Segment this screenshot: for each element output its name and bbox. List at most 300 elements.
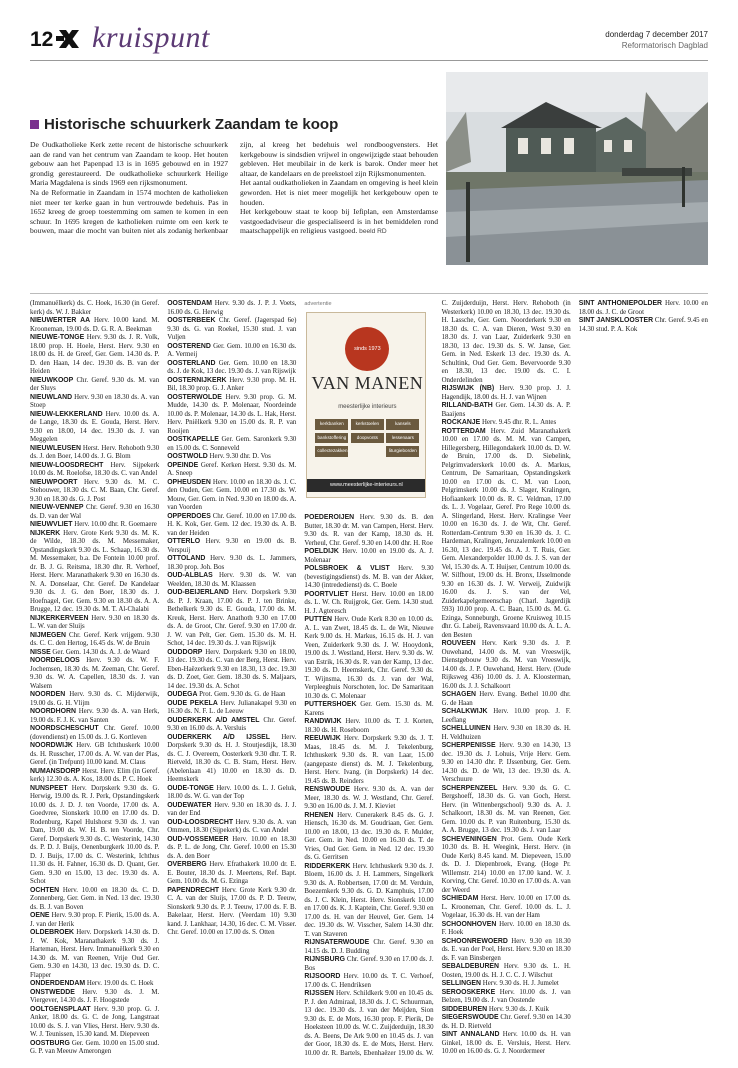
service-details: Herv. Dorpskerk 9.30 ds. H. J. Stoutjesdijk, 18.30 ds. C. J. Overeem, Oosterkerk 9.30 dhr. T. R. Rietveld, 18.30 ds. C. B. Stam, Herst. Herv. (Abelenlaan 41) 10.00 en 18.30 ds. D. Heemskerk bbox=[167, 733, 297, 783]
place-name: NOORDSCHESCHUT bbox=[30, 725, 99, 732]
service-details: Herv. 10.00 dhr. R. Goemaere bbox=[74, 521, 157, 528]
listing-entry bbox=[442, 980, 571, 989]
listing-entry bbox=[167, 436, 296, 453]
listing-entry bbox=[30, 411, 159, 445]
listing-entry bbox=[304, 514, 433, 548]
listing-entry bbox=[304, 591, 433, 617]
listing-entry bbox=[167, 377, 296, 394]
service-details: Chr. Geref. 10.00 (dovendienst) en 15.00 ds. J. G. Kortleven bbox=[30, 725, 160, 741]
listing-entry bbox=[442, 963, 571, 980]
service-details: Herv. Kerk 9.30 ds. J. P. Ouwehand, 14.00 ds. M. van Vreeswijk, Dienstgebouw 9.30 ds. M. van Vreeswijk, 14.00 ds. J. P. Ouwehand, Herst. Herv. (Oude Rijksweg 436) 10.00 ds. J. A. Kloosterman, 16.00 ds. J. J. Schalkoort bbox=[441, 640, 571, 690]
listing-entry bbox=[442, 1031, 571, 1057]
listing-entry bbox=[167, 360, 296, 377]
place-name: ROCKANJE bbox=[441, 419, 481, 426]
place-name: OOSTBURG bbox=[30, 1039, 70, 1047]
service-details: Herv. 9.30 ds. C. Mijderwijk, 19.00 ds. G. H. Vlijm bbox=[30, 691, 160, 707]
listing-entry bbox=[442, 419, 571, 428]
ad-service-row bbox=[315, 419, 419, 430]
place-name: OOSTENDAM bbox=[167, 300, 212, 307]
service-details: Chr. Geref. 9.30 en 14.15 ds. D. J. Budding bbox=[304, 939, 434, 955]
place-name: NIJKERK bbox=[30, 529, 61, 537]
service-details: Ger. Gem. Saronkerk 9.30 en 15.00 ds. C. Sonneveld bbox=[167, 436, 297, 452]
listing-entry bbox=[30, 521, 159, 530]
service-details: Herv. 9.30 en 18.30 ds. A. van Stoep bbox=[30, 393, 160, 409]
place-name: OUDERKERK A/D IJSSEL bbox=[167, 733, 270, 741]
listing-entry bbox=[30, 479, 159, 505]
listing-entry bbox=[30, 317, 159, 334]
listing-entry bbox=[442, 921, 571, 938]
place-name: NIJKERKERVEEN bbox=[30, 614, 89, 622]
service-details: Herv. 9.30 prop. J. J. Hagendijk, 18.00 ds. H. J. van Wijnen bbox=[441, 385, 571, 401]
service-details: Herv. 9.30 ds. A. van der Meer, 18.30 ds. W. J. Westland, Chr. Geref. 9.30 en 16.00 ds. J. M. J. Kieviet bbox=[304, 786, 434, 810]
ad-services bbox=[315, 419, 419, 460]
listing-entry bbox=[167, 513, 296, 539]
listing-entry bbox=[442, 938, 571, 964]
listing-entry bbox=[167, 479, 296, 513]
place-name: SCHELLUINEN bbox=[441, 725, 491, 732]
place-name: OOSTWOLD bbox=[167, 453, 208, 460]
service-details: Herv. 10.00 ds. L. J. Geluk, 18.00 ds. W. G. van der Top bbox=[167, 784, 297, 800]
place-name: SCHEVENINGEN bbox=[441, 835, 497, 843]
place-name: OUDEGA bbox=[167, 691, 198, 698]
place-name: NOORDWIJK bbox=[30, 742, 73, 749]
article-paragraph: Na de Reformatie in Zaandam in 1574 mochten de katholieken niet meer ter kerke gaan in hun vertrouwde bedehuis. Pas in 1652 kreeg de groep toestemming om samen te komen in een schuur. In 1695 kregen de katholieken ruimte om een kerk te bouwen, maar die mocht van buiten niet als zodanig herkenbaar zijn, al kreeg het bedehuis wel rondboogvensters. Het kerkgebouw is sindsdien vrijwel in ongewijzigde staat behouden gebleven. Het meubilair in de kerk is barok. Onder meer het altaar, de kandelaars en de preekstoel zijn Rijksmonumenten. bbox=[30, 140, 438, 236]
service-details: Herv. 9.30 ds. M. C. Stehouwer, 18.30 ds. C. M. Baan, Chr. Geref. 9.30 en 18.30 ds. G. J. Post bbox=[30, 478, 160, 503]
listing-entry bbox=[30, 1006, 159, 1040]
listing-entry bbox=[167, 887, 296, 938]
service-details: Herv. 10.00 ds. A. de Lange, 18.30 ds. E. Gouda, Herst. Herv. 9.30 en 18.00, 14 dec. 19.30 ds. J. van Meggelen bbox=[30, 410, 160, 443]
service-details: Chr. Geref. 9.30 ds. M. van der Sluys bbox=[30, 376, 160, 392]
place-name: SEBALDEBUREN bbox=[441, 963, 499, 970]
listing-entry bbox=[304, 939, 433, 956]
service-details: Herv. 10.00 en 18.30 ds. P. L. de Jong, Chr. Geref. 10.00 en 15.30 ds. A. den Boer bbox=[167, 835, 297, 860]
listing-entry bbox=[442, 725, 571, 742]
place-name: PAPENDRECHT bbox=[167, 886, 220, 894]
service-details: Herv. 10.00 en 18.30 ds. J. C. den Ouden, Ger. Gem. 10.00 en 17.30 ds. W. Mouw, Ger. Gem. in Ned. 9.30 en 18.00 ds. A. van Voorden bbox=[167, 478, 297, 511]
service-details: Herv. 10.00 en 18.00 ds. J. C. de Groot bbox=[578, 300, 708, 316]
service-details: Herst. Herv. Rehoboth 9.30 ds. J. den Boer, 14.00 ds. J. G. Blom bbox=[30, 444, 160, 460]
place-name: OPHEUSDEN bbox=[167, 478, 211, 486]
place-name: RIJSSEN bbox=[304, 990, 334, 997]
place-name: SINT ANTHONIEPOLDER bbox=[578, 300, 663, 307]
place-name: REEUWIJK bbox=[304, 735, 341, 742]
place-name: OOSTERLAND bbox=[167, 359, 216, 367]
listing-entry bbox=[167, 819, 296, 836]
service-details: Herv. 9.30 ds. J. M. Viergever, 14.30 ds. J. F. Hoogstede bbox=[30, 988, 160, 1004]
listing-entry bbox=[167, 394, 296, 437]
service-details: Herst. Herv. 10.00 en 17.00 ds. L. Krooneman, Chr. Geref. 10.00 ds. L. J. Vogelaar, 16.30 ds. H. van der Ham bbox=[441, 895, 571, 919]
place-name: NISSE bbox=[30, 648, 51, 656]
listing-entry bbox=[30, 742, 159, 768]
service-details: Prot. Gem. Oude Kerk 10.30 ds. B. H. Weegink, Herst. Herv. (in Oude Kerk) 8.45 kand. M. Diepeveen, 15.00 ds. D. J. Diepenbroek, Evang. (Hoge Pr. Willemstr. 214) 10.00 en 17.00 kand. W. J. Korving, Chr. Geref. 10.30 en 17.00 ds. A. van der Weerd bbox=[441, 835, 571, 894]
ad-service-row bbox=[315, 433, 419, 444]
place-name: OUDE-TONGE bbox=[167, 784, 214, 792]
place-name: SCHERPENISSE bbox=[441, 742, 496, 749]
service-details: Herv. 9.30 dhr. D. Vos bbox=[209, 453, 271, 460]
listing-entry bbox=[30, 462, 159, 479]
service-details: Herv. GB Ichthuskerk 10.00 ds. H. Russcher, 17.00 ds. A. W. van der Plas, Geref. (in Trefpunt) 10.00 kand. M. Claus bbox=[30, 742, 160, 766]
article-paragraph: De Oudkatholieke Kerk zette recent de historische schuurkerk aan de rand van het centrum van Zaandam te koop. Het houten gebouw aan het Papenpad 13 is in 1695 gebouwd en in 1927 grondig gerestaureerd. De oudkatholieke schuurkerk Heilige Maria Magdalena is sinds 1969 een rijksmonument. bbox=[30, 140, 228, 188]
ad-service: liturgieborden bbox=[386, 446, 419, 457]
ad-service: lessenaars bbox=[386, 433, 419, 444]
place-name: OLDEBROEK bbox=[30, 929, 75, 936]
church-photo bbox=[446, 72, 708, 265]
service-details: Chr. Geref. 9.30 en 14.30 ds. H. D. Rietveld bbox=[441, 1014, 571, 1030]
place-name: OUD-BEIJERLAND bbox=[167, 589, 229, 596]
place-name: SCHERPENZEEL bbox=[441, 784, 498, 792]
listing-entry bbox=[167, 691, 296, 700]
service-details: Herv. 9.30 (bevestigingsdienst) ds. M. B. van der Akker, 14.30 (intrededienst) ds. C. Boele bbox=[304, 565, 434, 589]
service-details: Herv. 9.30 en 18.30 ds. L. W. van der Sluijs bbox=[30, 614, 160, 630]
service-details: Ger. Gem. 14.30 ds. A. J. de Waard bbox=[52, 648, 150, 656]
crossed-arrows-icon bbox=[56, 26, 82, 52]
listing-entry bbox=[167, 462, 296, 479]
place-name: OOSTERBEEK bbox=[167, 317, 216, 324]
header-divider bbox=[30, 60, 708, 61]
service-details: Herv. 9.30 ds. G. C. Bergshoeff, 18.30 ds. G. van Goch, Herst. Herv. (in Wittenbergschool) 9.30 ds. A. J. Schalkoort, 18.30 ds. M. van Reenen, Ger. Gem. 10.00 ds. P. van Ruitenburg, 15.30 ds. A. A. Brugge, 13 dec. 19.30 ds. J. van Laar bbox=[441, 784, 571, 834]
photo-credit: beeld RD bbox=[359, 228, 387, 236]
place-name: SCHOONREWOERD bbox=[441, 937, 508, 945]
listing-entry bbox=[167, 836, 296, 862]
listing-entry bbox=[30, 929, 159, 980]
service-details: Herst. Herv. Elim (in Geref. kerk) 12.30 ds. A. Kos, 18.00 ds. P. C. Hoek bbox=[30, 767, 160, 783]
place-name: OTTOLAND bbox=[167, 555, 206, 562]
listing-entry bbox=[30, 300, 159, 317]
place-name: OOSTEREND bbox=[167, 342, 211, 350]
service-details: Herv. Schildkerk 9.00 en 10.45 ds. P. J. den Admiraal, 18.30 ds. J. C. Schuurman, 13 dec. 19.30 ds. J. van der Meijden, Sion 9.30 ds. E. de Mots, 16.30 prop. F. Pierik, De Hoeksteen 10.00 ds. W. C. Zuijderduijn, 18.30 ds. A. Beens, De Ark 9.00 en 10.45 ds. J. van der Goor, 18.30 ds. E. de Mots, Herst. Herv. 10.00 dr. R. Bartels, Ebenhaëzer 19.00 ds. W. C. Zuijderduijn, Herst. Herv. Rehoboth (in Westerkerk) 10.00 en 18.30, 13 dec. 19.30 ds. H. Lassche, Ger. Gem. Noorderkerk 9.30 en 18.30 ds. C. A. van Dieren, West 9.30 en 18.30 ds. J. van Laar, Zuiderkerk 9.30 en 18.30, 13 dec. 19.30 ds. S. W. Janse, Ger. Gem. in Ned. Eskerk 13 dec. 19.30 ds. A. Schultink, Oud Ger. Gem. Bevervoorde 9.30 en 18.30, 13 dec. 19.00 ds. C. I. Onderdelinden bbox=[304, 300, 571, 1057]
place-name: ONDERDENDAM bbox=[30, 980, 86, 987]
service-details: (Immanuëlkerk) ds. C. Hoek, 16.30 (in Geref. kerk) ds. W. J. Bakker bbox=[30, 300, 160, 316]
place-name: RIDDERKERK bbox=[304, 862, 351, 870]
place-name: NIEUWLAND bbox=[30, 393, 73, 401]
place-name: RIJSWIJK (NB) bbox=[441, 385, 495, 392]
place-name: NIJMEGEN bbox=[30, 631, 66, 639]
service-details: Ger. Gem. 10.00 en 15.00 stud. G. P. van Meeuw Amerongen bbox=[30, 1039, 160, 1055]
service-details: Ger. Gem. 15.30 ds. M. Karens bbox=[304, 701, 434, 717]
place-name: OOSTERWOLDE bbox=[167, 393, 222, 401]
service-details: Herv. Dorpskerk 14.30 ds. D. J. W. Kok, Maranathakerk 9.30 ds. J. Harteman, Herst. Herv. Immanuëlkerk 9.30 en 14.30 ds. M. van Reenen, Vrije Oud Ger. Gem. 9.30 en 14.30, 13 dec. 19.30 ds. D. C. Flapper bbox=[30, 929, 160, 979]
place-name: RIJNSBURG bbox=[304, 956, 345, 963]
listing-entry bbox=[442, 785, 571, 836]
place-name: SELLINGEN bbox=[441, 980, 481, 987]
service-details: Herv. 9.30 prop. G. J. Anker, 18.00 ds. G. C. de Jong, Langstraat 10.00 ds. S. J. van Vlies, Herst. Herv. 9.30 ds. W. J. Teunissen, 15.30 kand. M. Diepeveen bbox=[30, 1005, 160, 1038]
service-details: Herv. 9.45 dhr. R. L. Antes bbox=[481, 419, 557, 426]
place-name: NIEUWLEUSEN bbox=[30, 444, 81, 452]
service-details: Herv. Evang. Bethel 10.00 dhr. G. de Haan bbox=[441, 691, 571, 707]
service-details: Ger. Gem. 10.00 en 18.30 ds. J. de Kok, 13 dec. 19.30 ds. J. van Rijswijk bbox=[167, 359, 297, 375]
service-details: Herv. 9.30 ds. W. van Weelden, 18.30 ds. M. Klaassen bbox=[167, 572, 297, 588]
place-name: OENE bbox=[30, 912, 50, 919]
service-details: Herv. 10.00 ds. T. J. Korten, 18.30 ds. H. Roseboom bbox=[304, 718, 434, 734]
service-details: Herv. 10.00 ds. T. C. Verhoef, 17.00 ds. C. Hendriksen bbox=[304, 973, 434, 989]
place-name: NOORDELOOS bbox=[30, 657, 80, 664]
listing-entry bbox=[30, 768, 159, 785]
listing-entry bbox=[167, 343, 296, 360]
listing-entry bbox=[442, 385, 571, 402]
listing-entry bbox=[442, 742, 571, 785]
listing-entry bbox=[167, 572, 296, 589]
ad-service-row bbox=[315, 446, 419, 457]
listing-entry bbox=[30, 989, 159, 1006]
listing-entry bbox=[30, 708, 159, 725]
advertisement[interactable] bbox=[304, 300, 433, 506]
place-name: NOORDEN bbox=[30, 691, 66, 698]
listing-entry bbox=[167, 861, 296, 887]
listing-entry bbox=[304, 812, 433, 863]
service-details: Herv. Ichthuskerk 9.30 ds. J. Bloem, 16.00 ds. J. H. Lammers, Singelkerk 9.30 ds. A. Robbertsen, 17.00 dr. M. Verduin, Boezemkerk 9.30 ds. G. D. Kamphuis, 17.00 ds. J. C. Klein, Herst. Herv. Sionskerk 10.00 en 17.00 ds. K. J. Kaptein, Chr. Geref. 9.30 en 17.00 ds. H. van der Heuvel, Ger. Gem. 14 dec. 19.30 ds. W. Visscher, Salem 14.30 dhr. T. van Staveren bbox=[304, 862, 434, 938]
service-details: Chr. Geref. 9.30 en 17.00 ds. J. Bos bbox=[304, 956, 434, 972]
place-name: OOLTGENSPLAAT bbox=[30, 1005, 91, 1013]
ad-service: kerkbanken bbox=[315, 419, 348, 430]
service-details: Chr. Geref. 9.30 en 16.30 ds. D. van der Wal bbox=[30, 504, 160, 520]
listing-entry bbox=[442, 428, 571, 641]
place-name: NUNSPEET bbox=[30, 784, 68, 792]
listing-entry bbox=[304, 786, 433, 812]
place-name: OTTERLO bbox=[167, 538, 201, 545]
service-details: Chr. Geref. Kerk vrijgem. 9.30 ds. C. C. den Hertog, 16.45 ds. W. de Bruin bbox=[30, 631, 160, 647]
listing-entry bbox=[304, 863, 433, 940]
place-name: POLSBROEK & VLIST bbox=[304, 565, 390, 572]
article-title: Historische schuurkerk Zaandam te koop bbox=[44, 116, 339, 133]
service-details: Herv. 10.00 en 18.30 ds. C. D. Zonnenberg, Ger. Gem. in Ned. 13 dec. 19.30 ds. B. J. van Boven bbox=[30, 886, 160, 911]
service-details: Herv. 10.00 ds. J. van Belzen, 19.00 ds. J. van Oostende bbox=[441, 988, 571, 1004]
listing-entry bbox=[304, 701, 433, 718]
ad-label: advertentie bbox=[304, 301, 332, 307]
ad-service: bankstoffering bbox=[315, 433, 348, 444]
place-name: RIJSOORD bbox=[304, 973, 341, 980]
listing-entry bbox=[167, 589, 296, 649]
place-name: SCHOONHOVEN bbox=[441, 920, 497, 928]
listing-entry bbox=[442, 1014, 571, 1031]
service-details: Herv. 9.30 ds. W. F. Jochemsen, 18.30 ds. M. Zeeman, Chr. Geref. 9.30 ds. W. A. Capellen, 18.30 ds. J. van Walsem bbox=[30, 657, 160, 690]
place-name: NIEUW-VENNEP bbox=[30, 504, 84, 511]
service-details: Herv. 9.30 ds. J. R. Volk, 18.00 prop. H. Hoele, Herst. Herv. 9.30 en 18.00 ds. H. de Greef, Ger. Gem. 14.30 ds. P. D. den Haan, 14 dec. 19.30 ds. B. van der Heiden bbox=[30, 334, 160, 375]
ad-emblem-text: sinds 1973 bbox=[354, 346, 381, 352]
place-name: POORTVLIET bbox=[304, 590, 349, 598]
service-details: Prot. Gem. 9.30 ds. G. de Haan bbox=[199, 691, 286, 698]
service-details: Chr. Geref. (Jagerspad 6e) 9.30 ds. G. van Roekel, 15.30 stud. J. van Vuljen bbox=[167, 317, 297, 341]
listing-entry bbox=[304, 956, 433, 973]
service-details: Herv. Dorpskerk 9.30 en 18.00, 13 dec. 19.30 ds. C. van der Berg, Herst. Herv. Eben-Haëzerkerk 9.30 en 18.30, 13 dec. 19.30 ds. D. Zoet, Ger. Gem. 18.30 ds. S. Maljaars, 14 dec. 19.30 ds. A. Schot bbox=[167, 648, 297, 690]
article-paragraph bbox=[240, 207, 438, 237]
listing-entry bbox=[304, 973, 433, 990]
service-details: Herv. 9.30 en 14.30, 13 dec. 19.30 ds. J. Lohuis, Vrije Herv. Gem. 9.30 en 14.30 dhr. P. IJssenburg, Ger. Gem. 14.30 ds. D. de Wit, 13 dec. 19.30 ds. A. Verschuure bbox=[441, 742, 571, 783]
place-name: OUDERKERK A/D AMSTEL bbox=[167, 716, 260, 724]
page-header bbox=[0, 0, 738, 68]
place-name: NIEUWVLIET bbox=[30, 521, 73, 528]
service-details: Herv. Oude Kerk 8.30 en 10.00 ds. A. L. van Zwet, 18.45 ds. L. de Wit, Nieuwe Kerk 9.00 ds. H. Markus, 16.15 ds. H. J. van Veen, Zuiderkerk 9.30 ds. J. W. Hooydonk, 19.00 ds. J. Westland, Herst. Herv. 9.30 ds. W. van Estrik, 16.30 ds. R. van der Kamp, 13 dec. 19.30 ds. D. Heemskerk, Chr. Geref. 9.30 ds. T. Wijnsma, 16.30 ds. J. van der Wal, Verpleeghuis Norschoten, loc. De Samaritaan 10.30 ds. C. Molenaar bbox=[304, 616, 434, 700]
listing-entry bbox=[167, 300, 296, 317]
article-body bbox=[30, 140, 438, 264]
heading-bullet-icon bbox=[30, 120, 39, 129]
service-details: Herv. 10.00 ds. H. van Ginkel, 18.00 ds. E. Versluis, Herst. Herv. 10.00 en 16.00 ds. G. J. Noordermeer bbox=[441, 1031, 571, 1055]
listing-entry bbox=[304, 718, 433, 735]
service-details: Herv. Efrathakerk 10.00 dr. E. E. Bouter, 18.30 ds. J. Meertens, Ref. Bapt. Gem. 10.00 ds. M. G. Ezinga bbox=[167, 861, 297, 885]
service-details: Ger. Gem. 10.00 en 16.30 ds. A. Vermeij bbox=[167, 342, 297, 358]
place-name: ONSTWEDDE bbox=[30, 988, 75, 996]
listing-entry bbox=[442, 708, 571, 725]
service-details: Herst. Herv. 10.00 en 18.00 ds. L. W. Ch. Ruijgrok, Ger. Gem. 14.30 stud. H. J. Agteresch bbox=[304, 590, 434, 615]
service-details: Herv. 9.30 ds. A. van Ommen, 18.30 (Sijpekerk) ds. C. van Andel bbox=[167, 818, 297, 834]
article-paragraph-text: Het kerkgebouw staat te koop bij Iefiplan, een Amsterdamse vastgoedadviseur die gespecialiseerd is in het bemiddelen rond maatschappelijk en religieus vastgoed. bbox=[240, 207, 438, 236]
place-name: SCHAGEN bbox=[441, 691, 477, 698]
listing-entry bbox=[304, 735, 433, 786]
ad-panel[interactable] bbox=[306, 312, 426, 498]
place-name: NIEUW-LOOSDRECHT bbox=[30, 461, 104, 469]
service-details: Herv. Cunerakerk 8.45 ds. G. J. Hiensch, 16.30 ds. M. Goudriaan, Ger. Gem. 10.00 en 18.00, 13 dec. 19.30 ds. F. Mulder, Ger. Gem. in Ned. 10.00 en 16.30 ds. T. de Vries, Oud Ger. Gem. in Ned. 12 dec. 19.30 ds. G. Gerritsen bbox=[304, 811, 434, 861]
listing-entry bbox=[30, 632, 159, 649]
issue-date: donderdag 7 december 2017 bbox=[605, 30, 708, 39]
listing-entry bbox=[167, 453, 296, 462]
listing-entry bbox=[30, 887, 159, 913]
service-details: Herv. Dorpskerk 9.30 ds. G. Herwig, 19.00 ds. R. J. Perk, Opstandingskerk 10.00 ds. J. D. J. ten Voorde, 17.00 ds. A. Goedvree, Sionskerk 10.00 en 17.00 ds. D. Rodenburg, Kapel Hulshorst 9.30 ds. J. van Dam, 19.00 ds. W. H. B. ten Voorde, Chr. Geref. Dorpskerk 9.30 ds. C. Westerink, 14.30 ds. P. D. J. Buijs, Oenenburgkerk 10.00 ds. P. D. J. Buijs, 17.00 ds. C. Westerink, Ichthus 11.30 ds. H. Fahner, 16.30 ds. D. Quant, Ger. Gem. 9.30 en 15.00, 13 dec. 19.30 ds. A. Schot bbox=[30, 784, 160, 885]
place-name: OOSTERNIJKERK bbox=[167, 376, 227, 384]
listing-entry bbox=[167, 717, 296, 734]
listing-entry bbox=[442, 895, 571, 921]
listing-entry bbox=[30, 725, 159, 742]
ad-service: doopvonts bbox=[351, 433, 384, 444]
service-details: Herv. Zuid Maranathakerk 10.00 en 17.00 ds. M. M. van Campen, Hillegersberg, Hillegondakerk 10.00 ds. D. W. de Bruin, 17.00 ds. D. Siebelink, Pelgrimvaderskerk 10.00 ds. A. Markus, Centrum, De Samaritaan, Opstandingskerk 10.00 en 17.00 ds. C. M. van Loon, Pelgrimskerk 10.00 ds. J. Slager, Kralingen, Hofiaankerk 10.00 ds. R. C. Veldman, 17.00 ds. L. J. Vogelaar, Geref. Pro Rege 10.00 ds. A. Slingerland, Herst. Herv. Kralingse Veer 10.00 en 16.30 ds. J. de Wit, Chr. Geref. Rotterdam-Centrum 9.30 en 16.30 ds. J. C. Hardeman, Kralingen, Jeruzalemkerk 10.00 en 16.30, 13 dec. 19.45 ds. A. J. T. Ruis, Ger. Gem. Alexanderpolder 10.00 ds. J. S. van der Vel, 15.30 ds. A. T. Huijser, Centrum 10.00 ds. W. Silfhout, 19.00 ds. H. Bronx, IJsselmonde 9.30 en 16.30 ds. J. W. Verweij, Zuidwijk 16.00 ds. J. S. van der Vel, Zuiderkapelgemeenschap (Charl. Jagerdijk 593) 10.00 prop. A. C. Baan, 15.00 ds. M. G. Ezinga, Sonneburgh, Groene Kruisweg 10.15 dhr. G. Labeij, Ravensvaard 10.00 ds. A. L. A. den Besten bbox=[441, 427, 571, 639]
service-details: Herv. Dorpskerk 9.30 ds. P. J. Kraan, 17.00 ds. P. J. ten Brinke, Bethelkerk 9.30 ds. E. Gouda, 17.00 ds. M. Kreuk, Herst. Herv. Anathoth 9.30 en 17.00 ds. A. de Groot, Chr. Geref. 9.30 en 17.00 dr. J. W. van Pelt, Ger. Gem. 15.30 ds. M. H. Schot, 14 dec. 19.30 ds. J. van Rijswijk bbox=[167, 589, 297, 647]
place-name: OUD-LOOSDRECHT bbox=[167, 818, 234, 826]
listing-entry bbox=[167, 555, 296, 572]
place-name: RIJNSATERWOUDE bbox=[304, 939, 370, 946]
place-name: NOORDHORN bbox=[30, 708, 76, 715]
service-details: Herv. 19.00 ds. C. Hoek bbox=[86, 980, 154, 987]
listing-entry bbox=[30, 980, 159, 989]
place-name: NIEUWPOORT bbox=[30, 478, 78, 486]
listing-entry bbox=[442, 640, 571, 691]
service-details: Herv. 9.30 prop. G. M. Mudde, 14.30 ds. P. Molenaar, Noordeinde 10.00 ds. P. Molenaar, 14.30 ds. L. Hak, Herst. Herv. Pniëlkerk 9.30 en 15.00 ds. R. P. van Rooijen bbox=[167, 393, 297, 435]
service-details: Herv. 9.30 en 18.30 ds. E. van der Poel, Herst. Herv. 9.30 en 18.30 ds. F. van Binsbergen bbox=[441, 937, 571, 962]
listing-entry bbox=[167, 649, 296, 692]
place-name: PUTTEN bbox=[304, 616, 332, 623]
place-name: OPPERDOES bbox=[167, 512, 211, 520]
listing-entry bbox=[304, 548, 433, 565]
place-name: NIEUWKOOP bbox=[30, 376, 74, 384]
page-number: 12 bbox=[30, 28, 54, 51]
article-paragraph: Het aantal oudkatholieken in Zaandam en omgeving is heel klein geworden. Het is niet meer mogelijk het kerkgebouw open te houden. bbox=[240, 178, 438, 207]
listing-entry bbox=[30, 530, 159, 615]
ad-service: kerkstoelen bbox=[351, 419, 384, 430]
listing-entry bbox=[30, 394, 159, 411]
place-name: OUD-ALBLAS bbox=[167, 572, 213, 579]
service-details: Herv. Sijpekerk 10.00 ds. M. Roelofse, 18.30 ds. C. van Andel bbox=[30, 461, 160, 477]
listing-entry bbox=[167, 734, 296, 785]
section-title: kruispunt bbox=[92, 21, 210, 54]
place-name: OUDDORP bbox=[167, 648, 203, 656]
service-details: Herv. Grote Kerk 9.30 dr. C. A. van der Sluijs, 17.00 ds. P. D. Teeuw, Sionskerk 9.30 ds. P. J. Teeuw, 17.00 ds. F. B. Bakelaar, Herst. Herv. (Veerdam 10) 9.30 kand. J. Lankhaar, 14.30, 16 dec. C. M. Visser. Chr. Geref. 10.00 en 17.00 ds. S. Otten bbox=[167, 886, 297, 936]
place-name: NUMANSDORP bbox=[30, 767, 81, 775]
service-details: Herv. Dorpskerk 9.30 ds. J. T. Maas, 18.45 ds. M. J. Tekelenburg, Ichthuskerk 9.30 ds. R. van Laar, 15.00 (aangepaste dienst) ds. M. J. Tekelenburg, Herst. Herv. Ivang. (in Dorpskerk) 14 dec. 19.45 ds. B. Reinders bbox=[304, 735, 434, 785]
place-name: OPEINDE bbox=[167, 461, 199, 469]
service-details: Herv. 9.30 ds. H. J. Jumelet bbox=[482, 980, 559, 987]
service-details: Herv. 10.00 en 19.00 ds. A. J. Molenaar bbox=[304, 548, 434, 564]
service-details: Chr. Geref. 9.45 en 14.30 stud. P. A. Kok bbox=[578, 317, 708, 333]
listing-entry bbox=[304, 616, 433, 701]
place-name: NIEUW-LEKKERLAND bbox=[30, 410, 103, 418]
listing-entry bbox=[167, 317, 296, 343]
ad-tagline: meesterlijke interieurs bbox=[338, 404, 397, 410]
service-details: Herv. 10.00 prop. J. F. Leeflang bbox=[441, 708, 571, 724]
listing-entry bbox=[30, 615, 159, 632]
service-details: Herv. 9.30 ds. L. Jammers, 18.30 prop. Joh. Bos bbox=[167, 555, 297, 571]
newspaper-name: Reformatorisch Dagblad bbox=[621, 41, 708, 50]
service-details: Ger. Gem. 14.30 ds. A. P. Baaijens bbox=[441, 402, 571, 418]
listing-entry bbox=[442, 691, 571, 708]
place-name: RHENEN bbox=[304, 811, 334, 819]
listing-entry bbox=[30, 504, 159, 521]
place-name: RILLAND-BATH bbox=[441, 402, 493, 409]
place-name: SIEGERSWOUDE bbox=[441, 1014, 499, 1021]
place-name: NIEUWE-TONGE bbox=[30, 334, 85, 341]
service-details: Herv. 10.00 en 18.30 ds. F. Hoek bbox=[441, 920, 571, 936]
service-details: Herv. 9.30 prop. M. H. Bil, 18.30 prop. G. J. Anker bbox=[167, 376, 297, 392]
service-details: Herv. 9.30 ds. J. P. J. Voets, 16.00 ds. G. Herwig bbox=[167, 300, 297, 316]
place-name: SCHALKWIJK bbox=[441, 708, 488, 715]
place-name: PUTTERSHOEK bbox=[304, 701, 357, 708]
listing-entry bbox=[30, 785, 159, 887]
ad-brand-name: VAN MANEN bbox=[311, 373, 424, 393]
listing-entry bbox=[30, 1040, 159, 1057]
place-name: OCHTEN bbox=[30, 886, 60, 894]
ad-service: kansels bbox=[386, 419, 419, 430]
service-details: Herv. 9.30 ds. A. van Herk, 19.00 ds. F. J. K. van Santen bbox=[30, 708, 160, 724]
service-details: Geref. Kerken Herst. 9.30 ds. M. A. Sneep bbox=[167, 461, 297, 477]
place-name: RENSWOUDE bbox=[304, 786, 350, 793]
listing-entry bbox=[442, 989, 571, 1006]
service-details: Herv. 9.30 ds. L. H. Oosten, 19.00 ds. H. J. C. C. J. Wilschut bbox=[441, 963, 571, 979]
listing-entry bbox=[30, 334, 159, 377]
listing-entry bbox=[167, 802, 296, 819]
listing-entry bbox=[442, 1006, 571, 1015]
place-name: OVERBERG bbox=[167, 861, 207, 868]
place-name: OUD-VOSSEMEER bbox=[167, 835, 229, 843]
listing-entry bbox=[167, 538, 296, 555]
listing-entry bbox=[30, 445, 159, 462]
service-details: Chr. Geref. 9.30 en 16.00 ds. A. Versluis bbox=[167, 716, 297, 732]
service-details: Herv. 9.30 prop. F. Pierik, 15.00 ds. A. J. van der Herik bbox=[30, 912, 160, 928]
service-details: Herv. Grote Kerk 9.30 ds. M. K. de Wilde, 18.30 ds. M. Messemaker, Opstandingskerk 9.30 ds. L. Schaap, 16.30 ds. M. Messemaker, b.a. De Fontein 10.00 prof. dr. B. J. G. Reitsma, 18.30 dhr. R. Verhoef, Herst. Herv. Maranathakerk 9.30 en 16.30 ds. N. A. Donselaar, Chr. Geref. De Kandelaar 9.30 ds. J. G. den Boer, 18.30 ds. J. Hoefnagel, Ger. Gem. 9.30 en 18.30 ds. A. A. Brugge, 12 dec. 19.30 ds. M. T. Al-Chalabi bbox=[30, 529, 160, 613]
listing-entry bbox=[30, 691, 159, 708]
ad-website-link[interactable]: www.meesterlijke-interieurs.nl bbox=[307, 479, 425, 492]
listing-entry bbox=[167, 785, 296, 802]
place-name: ROTTERDAM bbox=[441, 427, 486, 435]
listing-entry bbox=[442, 402, 571, 419]
listing-divider bbox=[30, 293, 708, 294]
place-name: SINT JANSKLOOSTER bbox=[578, 317, 654, 324]
service-details: Herv. 9.30 ds. J. Kuik bbox=[488, 1005, 549, 1013]
service-details: Chr. Geref. 10.00 en 17.00 ds. H. K. Kok, Ger. Gem. 12 dec. 19.30 ds. A. B. van der Heiden bbox=[167, 512, 297, 537]
article-heading bbox=[30, 116, 440, 136]
ad-service: collectezakken bbox=[315, 446, 348, 457]
place-name: NIEUWERTER AA bbox=[30, 317, 91, 324]
listing-entry bbox=[442, 836, 571, 896]
service-details: Herv. Julianakapel 9.30 en 16.30 ds. N. F. L. de Leeuw bbox=[167, 699, 297, 715]
listing-entry bbox=[30, 912, 159, 929]
place-name: SINT ANNALAND bbox=[441, 1031, 500, 1038]
place-name: OUDE PEKELA bbox=[167, 699, 218, 707]
listing-entry bbox=[304, 565, 433, 591]
place-name: SEROOSKERKE bbox=[441, 988, 496, 996]
place-name: SIDDEBUREN bbox=[441, 1005, 488, 1013]
place-name: OOSTKAPELLE bbox=[167, 436, 219, 443]
listing-entry bbox=[30, 657, 159, 691]
place-name: POEDEROIJEN bbox=[304, 514, 355, 521]
service-details: Herv. 9.30 en 19.00 ds. B. Verspuij bbox=[167, 538, 297, 554]
service-details: Herv. 10.00 kand. M. Krooneman, 19.00 ds. D. G. R. A. Beekman bbox=[30, 317, 160, 333]
service-details: Herv. 9.30 en 18.30 ds. H. H. Veldhuizen bbox=[441, 725, 571, 741]
